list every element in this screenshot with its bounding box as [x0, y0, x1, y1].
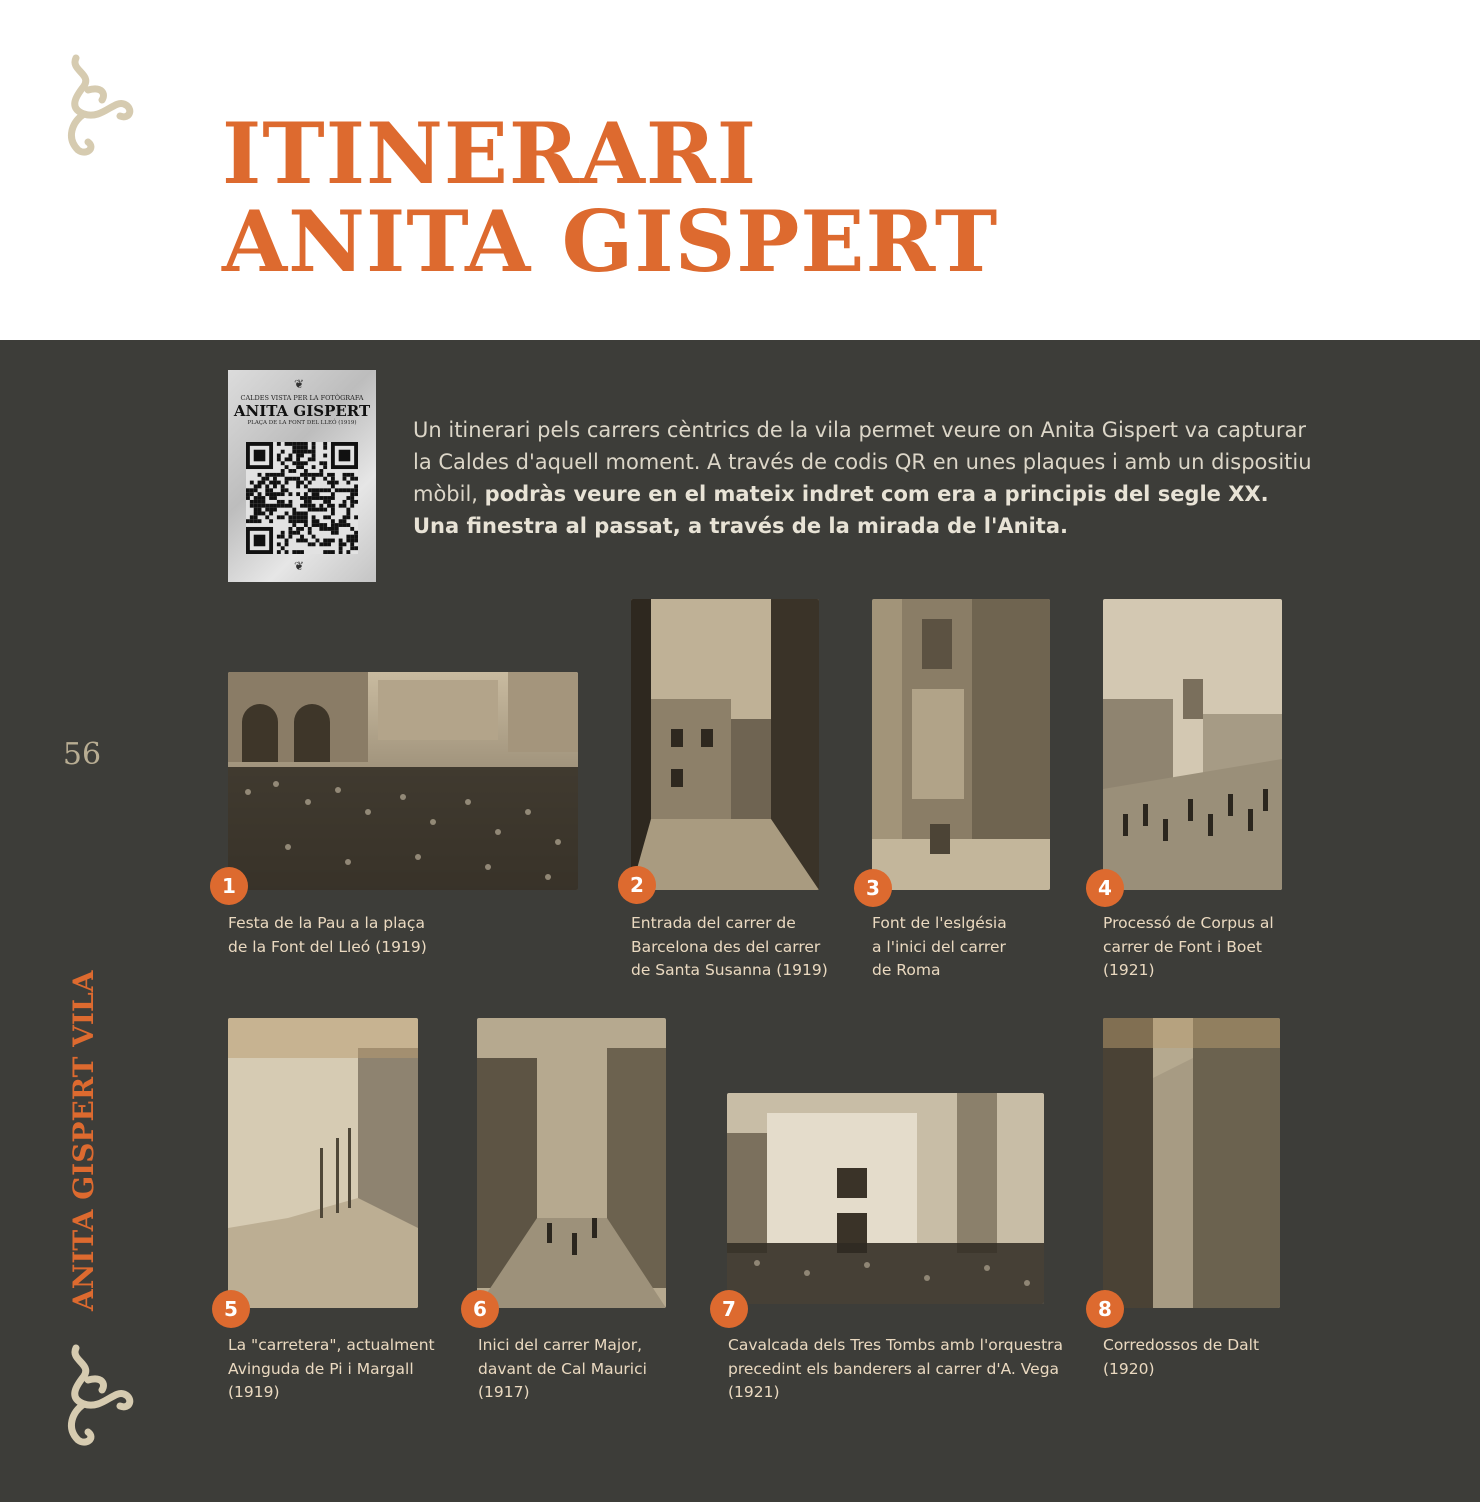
photo-caption — [631, 912, 828, 983]
photo-caption — [1103, 1334, 1259, 1381]
caption-line: Cavalcada dels Tres Tombs amb l'orquestra — [728, 1336, 1064, 1354]
title-line-1: ITINERARI — [222, 104, 757, 203]
caption-line: Font de l'eslgésia — [872, 914, 1007, 932]
header-area — [0, 0, 1480, 340]
caption-line: (1920) — [1103, 1359, 1155, 1378]
caption-line: (1921) — [1103, 961, 1155, 979]
intro-text: Un itinerari pels carrers cèntrics de la vila permet veure on Anita Gispert va capturar la Caldes d'aquell moment. A través de codis QR en unes plaques i amb un dispositiu mòbil, — [413, 418, 1312, 506]
plaque-subtitle: CALDES VISTA PER LA FOTÒGRAFA — [240, 394, 364, 402]
caption-line: Festa de la Pau a la plaça — [228, 914, 425, 932]
section-side-label: ANITA GISPERT VILA — [67, 970, 100, 1311]
photo-caption — [478, 1334, 647, 1405]
caption-line: carrer de Font i Boet — [1103, 937, 1262, 956]
intro-paragraph — [413, 414, 1313, 542]
photo-number-badge: 1 — [210, 867, 248, 905]
plaque-top-flourish-icon: ❦ — [294, 377, 305, 391]
qr-plaque-image — [228, 370, 376, 582]
photo-caption — [228, 1334, 435, 1405]
caption-line: (1917) — [478, 1383, 530, 1401]
photo-corredossos-de-dalt — [1103, 1018, 1280, 1308]
caption-line: de Roma — [872, 961, 941, 979]
photo-number-badge: 4 — [1086, 869, 1124, 907]
caption-line: Avinguda de Pi i Margall — [228, 1359, 414, 1378]
plaque-bottom-flourish-icon: ❦ — [294, 559, 305, 573]
caption-line: Entrada del carrer de — [631, 914, 796, 932]
flourish-ornament-icon — [62, 50, 142, 160]
plaque-location: PLAÇA DE LA FONT DEL LLEÓ (1919) — [247, 420, 357, 426]
photo-caption — [1103, 912, 1274, 983]
photo-number-badge: 8 — [1086, 1290, 1124, 1328]
caption-line: Barcelona des del carrer — [631, 937, 821, 956]
photo-caption — [872, 912, 1007, 983]
intro-bold-text: podràs veure en el mateix indret com era a principis del segle XX. Una finestra al passat, a través de la mirada de l'Anita. — [413, 482, 1269, 538]
plaque-title: ANITA GISPERT — [233, 402, 371, 420]
photo-caption — [728, 1334, 1063, 1405]
caption-line: Processó de Corpus al — [1103, 914, 1274, 932]
caption-line: Inici del carrer Major, — [478, 1336, 643, 1354]
caption-line: (1919) — [228, 1383, 280, 1401]
caption-line: precedint els banderers al carrer d'A. Vega — [728, 1359, 1060, 1378]
caption-line: davant de Cal Maurici — [478, 1359, 647, 1378]
caption-line: de Santa Susanna (1919) — [631, 961, 828, 979]
title-line-2: ANITA GISPERT — [222, 192, 999, 291]
caption-line: La "carretera", actualment — [228, 1336, 435, 1354]
page-number: 56 — [62, 737, 102, 772]
photo-number-badge: 2 — [618, 866, 656, 904]
photo-number-badge: 3 — [854, 869, 892, 907]
caption-line: de la Font del Lleó (1919) — [228, 937, 427, 956]
flourish-ornament-icon — [62, 1340, 142, 1450]
caption-line: a l'inici del carrer — [872, 937, 1006, 956]
photo-festa-de-la-pau — [228, 672, 578, 890]
photo-number-badge: 5 — [212, 1290, 250, 1328]
photo-number-badge: 7 — [710, 1290, 748, 1328]
photo-font-de-l-esglesia — [872, 599, 1050, 890]
photo-la-carretera — [228, 1018, 418, 1308]
photo-carrer-major — [477, 1018, 666, 1308]
qr-code-icon — [246, 442, 358, 554]
photo-carrer-de-barcelona — [631, 599, 819, 890]
caption-line: Corredossos de Dalt — [1103, 1336, 1260, 1354]
caption-line: (1921) — [728, 1383, 780, 1401]
photo-caption — [228, 912, 427, 959]
photo-cavalcada-tres-tombs — [727, 1093, 1044, 1304]
photo-processo-de-corpus — [1103, 599, 1282, 890]
photo-number-badge: 6 — [461, 1290, 499, 1328]
